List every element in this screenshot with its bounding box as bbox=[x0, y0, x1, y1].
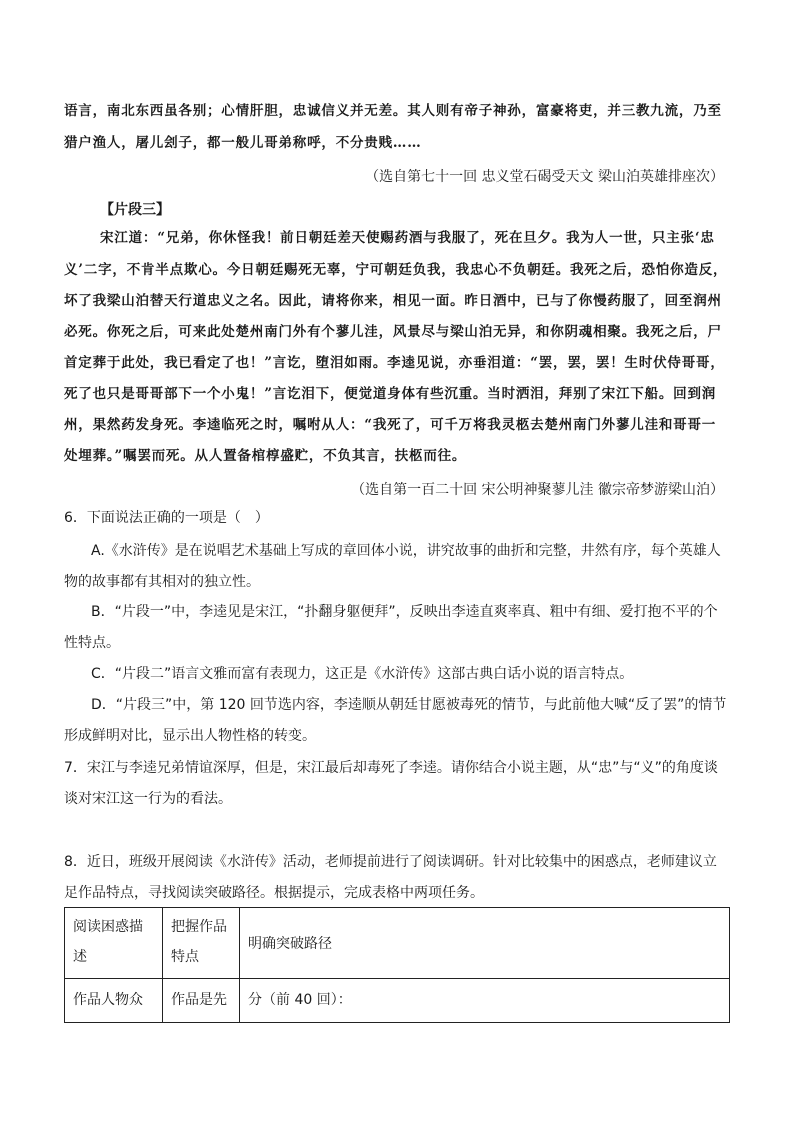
question-6-option-c: C．“片段二”语言文雅而富有表现力，这正是《水浒传》这部古典白话小说的语言特点。 bbox=[91, 666, 634, 682]
segment3-line: 义’二字，不肯半点欺心。今日朝廷赐死无辜，宁可朝廷负我，我忠心不负朝廷。我死之后，恐怕你造反， bbox=[64, 262, 728, 278]
question-6-option-b: B．“片段一”中，李逵见是宋江，“扑翻身躯便拜”，反映出李逵直爽率真、粗中有细、爱打抱不平的个 bbox=[91, 604, 718, 620]
segment3-line: 州，果然药发身死。李逵临死之时，嘱咐从人：“我死了，可千万将我灵柩去楚州南门外蓼儿洼和哥哥一 bbox=[64, 417, 717, 433]
table-header-cell: 把握作品特点 bbox=[163, 908, 240, 979]
table-header-cell: 阅读困惑描述 bbox=[65, 908, 163, 979]
excerpt-source: （选自第七十一回 忠义堂石碣受天文 梁山泊英雄排座次） bbox=[365, 169, 724, 185]
question-8-line: 8．近日，班级开展阅读《水浒传》活动，老师提前进行了阅读调研。针对比较集中的困惑点，老师建议立 bbox=[64, 854, 717, 870]
table-row bbox=[65, 979, 730, 1023]
segment3-line: 死了也只是哥哥部下一个小鬼！”言讫泪下，便觉道身体有些沉重。当时洒泪，拜别了宋江下船。回到润 bbox=[64, 386, 717, 402]
table-cell: 分（前 40 回）： bbox=[240, 979, 730, 1023]
segment3-line: 宋江道：“兄弟，你休怪我！前日朝廷差天使赐药酒与我服了，死在旦夕。我为人一世，只主张‘忠 bbox=[100, 230, 715, 246]
table-cell: 作品是先 bbox=[163, 979, 240, 1023]
segment3-heading: 【片段三】 bbox=[100, 202, 170, 218]
segment3-source: （选自第一百二十回 宋公明神聚蓼儿洼 徽宗帝梦游梁山泊） bbox=[351, 482, 724, 498]
excerpt-line: 语言，南北东西虽各别；心情肝胆，忠诚信义并无差。其人则有帝子神孙，富豪将吏，并三教九流，乃至 bbox=[64, 103, 722, 119]
question-6-option-a-cont: 物的故事都有其相对的独立性。 bbox=[64, 574, 260, 590]
table-header-cell: 明确突破路径 bbox=[240, 908, 730, 979]
question-7-line: 谈对宋江这一行为的看法。 bbox=[64, 791, 232, 807]
question-6-option-d-cont: 形成鲜明对比，显示出人物性格的转变。 bbox=[64, 728, 316, 744]
question-7-line: 7．宋江与李逵兄弟情谊深厚，但是，宋江最后却毒死了李逵。请你结合小说主题，从“忠”与“义”的角度谈 bbox=[64, 760, 718, 776]
question-6-option-b-cont: 性特点。 bbox=[64, 635, 120, 651]
task-table bbox=[64, 907, 730, 1023]
segment3-line: 坏了我梁山泊替天行道忠义之名。因此，请将你来，相见一面。昨日酒中，已与了你慢药服了，回至润州 bbox=[64, 293, 722, 309]
table-cell: 作品人物众 bbox=[65, 979, 163, 1023]
segment3-line: 处埋葬。”嘱罢而死。从人置备棺椁盛贮，不负其言，扶柩而往。 bbox=[64, 448, 467, 464]
question-6-stem: 6．下面说法正确的一项是（ ） bbox=[64, 510, 269, 526]
segment3-line: 首定葬于此处，我已看定了也！”言讫，堕泪如雨。李逵见说，亦垂泪道：“罢，罢，罢！生时伏侍哥哥， bbox=[64, 355, 725, 371]
question-6-option-d: D．“片段三”中，第 120 回节选内容，李逵顺从朝廷甘愿被毒死的情节，与此前他大喊“反了罢”的情节 bbox=[91, 697, 727, 713]
excerpt-line: 猎户渔人，屠儿刽子，都一般儿哥弟称呼，不分贵贱…… bbox=[64, 135, 422, 151]
table-header-row bbox=[65, 908, 730, 979]
question-8-line: 足作品特点，寻找阅读突破路径。根据提示，完成表格中两项任务。 bbox=[64, 885, 484, 901]
question-6-option-a: A.《水浒传》是在说唱艺术基础上写成的章回体小说，讲究故事的曲折和完整，井然有序，每个英雄人 bbox=[91, 543, 721, 559]
segment3-line: 必死。你死之后，可来此处楚州南门外有个蓼儿洼，风景尽与梁山泊无异，和你阴魂相聚。我死之后，尸 bbox=[64, 324, 722, 340]
